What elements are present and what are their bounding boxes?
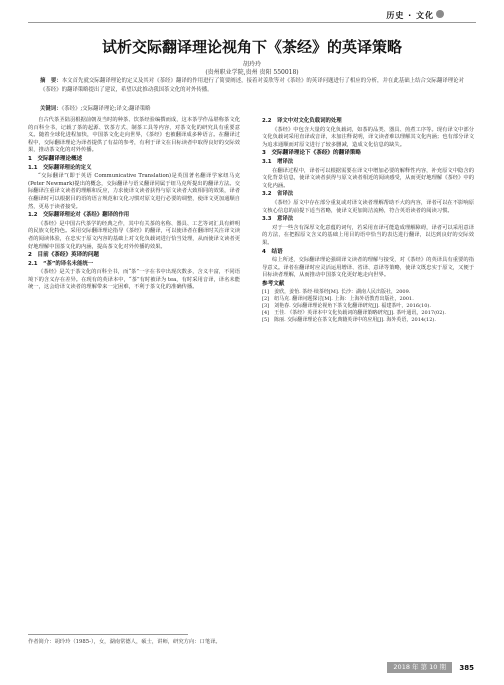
right-column bbox=[262, 117, 474, 324]
article-title: 试析交际翻译理论视角下《茶经》的英译策略 bbox=[101, 38, 402, 56]
section-marker-dot bbox=[436, 10, 444, 18]
author-name: 胡玲玲 bbox=[242, 61, 261, 68]
body-paragraph: 在翻译过程中，译者可以根据需要在译文中增加必要的解释性内容，补充原文中隐含的文化背景信息，使译文读者获得与原文读者相近的阅读感受，从而更好地理解《茶经》中的文化内涵。 bbox=[262, 167, 474, 189]
section-heading: 3 交际翻译理论下《茶经》的翻译策略 bbox=[262, 150, 361, 157]
section-heading: 2 目前《茶经》英译的问题 bbox=[28, 252, 100, 259]
keywords bbox=[40, 104, 464, 112]
body-paragraph: “交际翻译”(即于英语 Communicative Translation)是英国著名翻译学家纽马克(Peter Newmark)提出的概念，交际翻译与语义翻译同属于纽马克所提出的翻译方法。交际翻译注重译文读者的理解和反应，力求使译文读者获得与原文读者大致相同的效果，译者在翻译时可以根据目的语的语言规范和文化习惯对原文进行必要的调整，使译文更加通顺自然，更易于读者接受。 bbox=[28, 173, 240, 210]
references-heading: 参考文献 bbox=[262, 280, 285, 287]
reference-item: [2] 纽马克. 翻译问题探讨[M]. 上海：上海外语教育出版社，2001. bbox=[262, 296, 414, 303]
footnote-rule bbox=[28, 634, 188, 635]
keywords-text: 《茶经》;交际翻译理论;译文;翻译策略 bbox=[61, 106, 151, 112]
body-paragraph: 《茶经》是中国古代茶学的经典之作，其中有关茶的名称、器具、工艺等词汇具有鲜明的民族文化特色。采用交际翻译理论指导《茶经》的翻译，可以使译者在翻译时关注译文读者的阅读体验，在忠实于原文内容的基础上对文化负载词进行恰当处理，从而使译文读者更好地理解中国茶文化的内涵，提高茶文化对外传播的效果。 bbox=[28, 220, 240, 250]
reference-item: [5] 陈丽. 交际翻译理论在茶文化典籍英译中的应用[J]. 海外英语，2014(12). bbox=[262, 317, 436, 324]
subsection-heading: 2.2 译文中对文化负载词的处理 bbox=[262, 118, 342, 124]
header-rule bbox=[28, 22, 476, 23]
reference-item: [4] 王佳. 《茶经》英译本中文化负载词的翻译策略研究[J]. 茶叶通讯，2017(02). bbox=[262, 310, 446, 317]
body-paragraph: 《茶经》原文中存在部分重复或对译文读者理解帮助不大的内容，译者可以在不影响原文核心信息的前提下适当省略，使译文更加简洁流畅，符合英语读者的阅读习惯。 bbox=[262, 199, 474, 214]
body-paragraph: 综上所述，交际翻译理论强调译文读者的理解与接受，对《茶经》的英译具有重要的指导意义。译者在翻译时应灵活运用增译、省译、意译等策略，使译文既忠实于原文，又便于目标读者理解，从而推动中国茶文化更好地走向世界。 bbox=[262, 257, 474, 279]
issue-label: 2018 年 第 10 期 bbox=[387, 662, 452, 673]
subsection-heading: 1.1 交际翻译理论的定义 bbox=[28, 164, 92, 171]
reference-item: [1] 姜欣，姜怡. 茶经·续茶经[M]. 长沙：湖南人民出版社，2009. bbox=[262, 289, 411, 296]
left-column bbox=[28, 117, 240, 292]
body-paragraph: 对于一些含有深厚文化意蕴的词句，若采用直译可能造成理解障碍，译者可以采用意译的方法，在把握原文含义的基础上用目的语中恰当的表达进行翻译，以达到良好的交际效果。 bbox=[262, 224, 474, 246]
intro-paragraph: 自古代茶圣陆羽根据前朝及当时的种茶、饮茶经验编撰而成，这本茶学作品堪称茶文化的百科全书，记载了茶的起源、饮茶方式、制茶工具等内容，对茶文化的研究具有重要意义。随着全球化进程加快，中国茶文化走向世界，《茶经》也被翻译成多种语言。在翻译过程中，交际翻译理论为译者提供了有益的参考，有利于译文在目标读者中取得良好的交际效果，推动茶文化的对外传播。 bbox=[28, 117, 240, 154]
subsection-heading: 3.2 省译法 bbox=[262, 191, 294, 198]
abstract-text: 本文首先就交际翻译理论的定义及其对《茶经》翻译的作用进行了简要阐述，接着对姜欣等对《茶经》的英译问题进行了相应的分析，并在此基础上结合交际翻译理论对《茶经》的翻译策略提出了建议，希望以此推动我国茶文化的对外传播。 bbox=[40, 78, 464, 93]
subsection-heading: 1.2 交际翻译理论对《茶经》翻译的作用 bbox=[28, 212, 130, 219]
section-heading: 4 结语 bbox=[262, 248, 283, 255]
author-affiliation: (贵州职业学院,贵州 贵阳 550018) bbox=[205, 69, 299, 76]
reference-item: [3] 刘艳春. 交际翻译理论视角下茶文化翻译研究[J]. 福建茶叶，2016(10). bbox=[262, 303, 431, 310]
section-label: 历史 · 文化 bbox=[386, 11, 434, 20]
subsection-heading: 2.1 “茶”的译名未能统一 bbox=[28, 260, 94, 267]
abstract-label: 摘 要： bbox=[40, 78, 62, 84]
page-number: 385 bbox=[459, 664, 474, 672]
subsection-heading: 3.1 增译法 bbox=[262, 158, 294, 165]
abstract bbox=[40, 77, 464, 94]
subsection-heading: 3.3 意译法 bbox=[262, 216, 294, 223]
body-paragraph: 《茶经》是关于茶文化的百科全书，而“茶”一字在书中出现次数多，含义丰富，不同语境下的含义存在差异。在现有的英译本中，“茶”有时被译为 tea，有时采用音译，译名未能统一，这会给译文读者的理解带来一定困难，不利于茶文化的准确传播。 bbox=[28, 269, 240, 291]
keywords-label: 关键词： bbox=[40, 106, 62, 112]
body-paragraph: 《茶经》中包含大量的文化负载词，如茶的品类、器具、煎煮工序等。现有译文中部分文化负载词采用直译或音译，未加注释说明，译文读者难以理解其文化内涵；也有部分译文为追求通顺而对原文进行了较多删减，造成文化信息的缺失。 bbox=[262, 126, 474, 148]
section-heading: 1 交际翻译理论概述 bbox=[28, 155, 83, 162]
author-footnote: 作者简介：胡玲玲（1985-），女，湖南常德人，硕士，讲师，研究方向：口笔译。 bbox=[28, 639, 221, 645]
